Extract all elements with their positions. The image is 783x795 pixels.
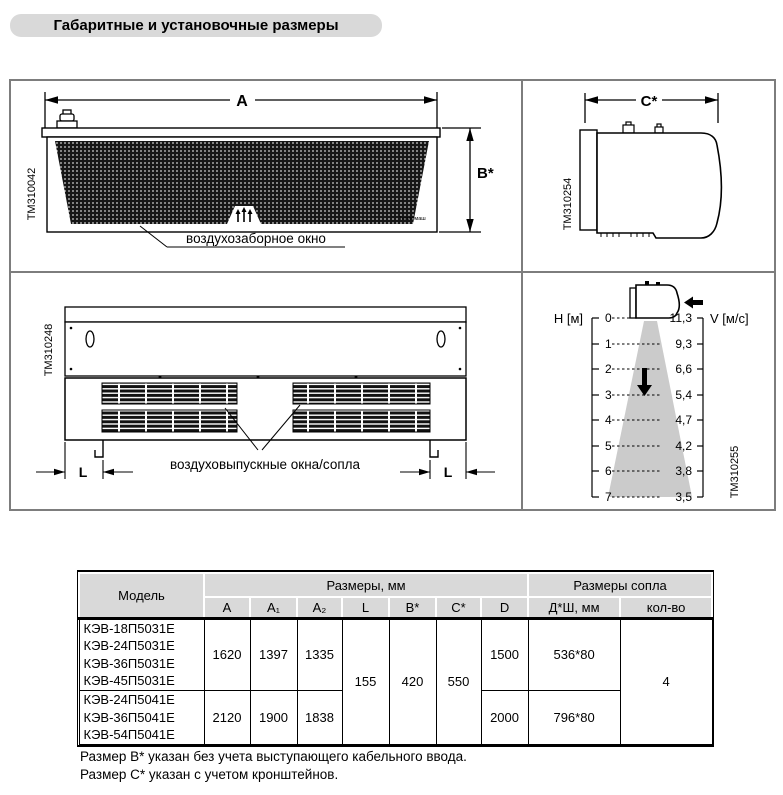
svg-text:5: 5: [605, 439, 612, 453]
col-header-l: L: [342, 597, 389, 618]
cell-qty-shared: 4: [620, 618, 712, 744]
note-c: Размер C* указан с учетом кронштейнов.: [80, 767, 339, 782]
v-axis: [697, 318, 703, 497]
table-row-group1: [79, 618, 712, 690]
dimension-b-arrow: [439, 128, 481, 232]
h-axis-label: H [м]: [553, 311, 583, 326]
drawing-code-bottom: ТМ310248: [43, 323, 55, 377]
group-header-nozzle: Размеры сопла: [528, 573, 712, 597]
h-tick-labels: [605, 311, 612, 504]
airflow-diagram: [554, 281, 749, 504]
drawing-code-flow: ТМ310255: [729, 445, 741, 499]
cell-d-2: 2000: [481, 690, 528, 744]
side-body: [597, 133, 722, 238]
drawing-code-front: ТМ310042: [26, 167, 38, 221]
svg-text:3: 3: [605, 388, 612, 402]
cell-l-shared: 155: [342, 618, 389, 744]
svg-text:7: 7: [605, 490, 612, 504]
cable-gland: [57, 110, 77, 128]
svg-text:5,4: 5,4: [675, 388, 692, 402]
outlet-callout-label: воздуховыпускные окна/сопла: [169, 457, 361, 472]
cell-a2-1: 1335: [297, 618, 342, 690]
cell-nozzle-2: 796*80: [528, 690, 620, 744]
svg-text:6,6: 6,6: [675, 362, 692, 376]
dimensions-table: [78, 572, 713, 745]
dim-l-left-label: L: [78, 464, 88, 480]
svg-text:1: 1: [605, 337, 612, 351]
cell-d-1: 1500: [481, 618, 528, 690]
svg-text:0: 0: [605, 311, 612, 325]
svg-text:3,5: 3,5: [675, 490, 692, 504]
page-title: Габаритные и установочные размеры: [10, 14, 382, 37]
side-view-drawing: [562, 91, 722, 238]
cell-c-shared: 550: [436, 618, 481, 744]
svg-text:3,8: 3,8: [675, 464, 692, 478]
col-header-a2: A₂: [297, 597, 342, 618]
front-view-drawing: [26, 91, 494, 247]
model-list-1: КЭВ-18П5031Е КЭВ-24П5031Е КЭВ-36П5031Е КЭВ-45П5031Е: [79, 618, 204, 690]
dim-a-label: A: [236, 93, 248, 110]
side-knobs: [623, 122, 663, 133]
drawing-code-side: ТМ310254: [562, 177, 574, 231]
svg-text:4,2: 4,2: [675, 439, 692, 453]
cell-a1-1: 1397: [250, 618, 297, 690]
group-header-dimensions: Размеры, мм: [204, 573, 528, 597]
mounting-hooks: [95, 440, 438, 457]
col-header-qty: кол-во: [620, 597, 712, 618]
dimensions-table-wrap: [77, 570, 714, 747]
col-header-model: Модель: [79, 573, 204, 618]
h-axis: [592, 318, 599, 497]
svg-text:4: 4: [605, 413, 612, 427]
brand-logo: Тепломаш: [399, 216, 426, 222]
dim-c-label: C*: [640, 93, 658, 110]
col-header-a: A: [204, 597, 250, 618]
dim-l-right-label: L: [443, 464, 453, 480]
model-list-2: КЭВ-24П5041Е КЭВ-36П5041Е КЭВ-54П5041Е: [79, 690, 204, 744]
v-axis-label: V [м/с]: [710, 311, 749, 326]
cell-nozzle-1: 536*80: [528, 618, 620, 690]
col-header-d: D: [481, 597, 528, 618]
cell-a-2: 2120: [204, 690, 250, 744]
svg-text:2: 2: [605, 362, 612, 376]
intake-arrow: [684, 297, 703, 309]
col-header-b: B*: [389, 597, 436, 618]
cell-b-shared: 420: [389, 618, 436, 744]
bottom-view-drawing: [36, 307, 495, 480]
cell-a1-2: 1900: [250, 690, 297, 744]
footnotes: [80, 748, 467, 784]
cell-a2-2: 1838: [297, 690, 342, 744]
svg-text:9,3: 9,3: [675, 337, 692, 351]
intake-callout-label: воздухозаборное окно: [186, 231, 326, 246]
technical-drawings: [11, 81, 774, 509]
note-b: Размер B* указан без учета выступающего кабельного ввода.: [80, 749, 467, 764]
drawings-panel: [9, 79, 776, 511]
col-header-c: C*: [436, 597, 481, 618]
col-header-nozzle-size: Д*Ш, мм: [528, 597, 620, 618]
svg-text:4,7: 4,7: [675, 413, 692, 427]
col-header-a1: A₁: [250, 597, 297, 618]
cell-a-1: 1620: [204, 618, 250, 690]
dim-b-label: B*: [477, 165, 494, 182]
svg-text:6: 6: [605, 464, 612, 478]
svg-text:11,3: 11,3: [669, 311, 692, 325]
